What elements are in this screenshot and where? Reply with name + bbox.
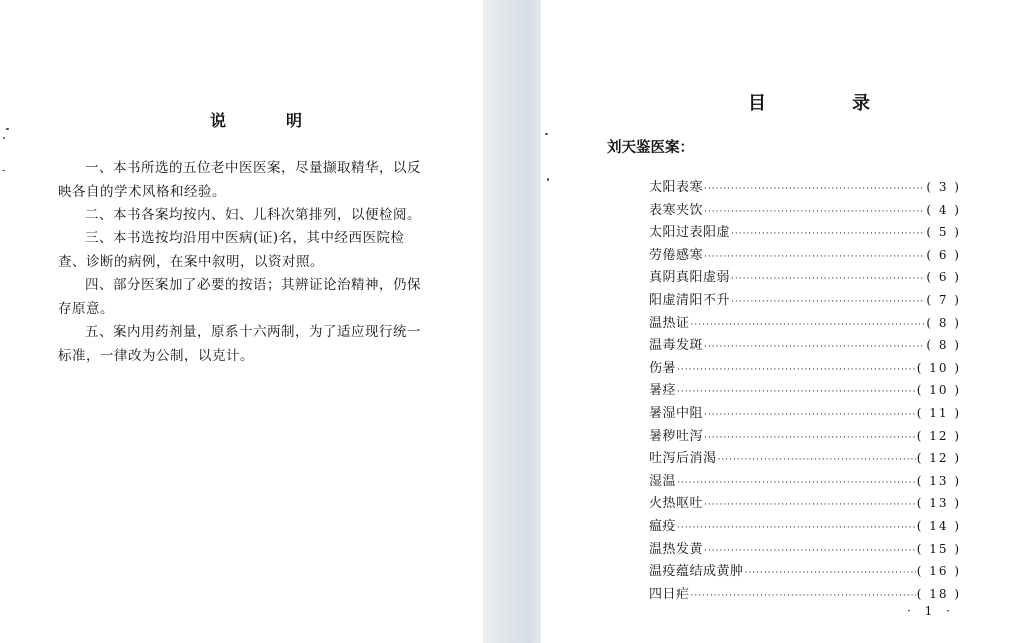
toc-entry-page: ( 12 ) — [916, 451, 961, 466]
toc-entry-title: 太阳过表阳虚 — [649, 225, 731, 241]
toc-entry — [649, 402, 961, 425]
toc-entry-page: ( 4 ) — [926, 202, 961, 217]
scan-speck — [6, 128, 9, 130]
paragraph-1: 一、本书所选的五位老中医医案，尽量撷取精华，以反映各自的学术风格和经验。 — [58, 160, 421, 200]
toc-entry-page: ( 6 ) — [926, 247, 961, 262]
toc-entry-title: 温疫蕴结成黄肿 — [649, 564, 744, 580]
toc-leader-dots — [745, 568, 916, 578]
toc-entry-title: 阳虚清阳不升 — [649, 292, 731, 308]
toc-entry — [649, 379, 961, 402]
book-gutter — [483, 0, 541, 643]
toc-entry — [649, 560, 961, 583]
toc-entry-title: 温热证 — [649, 315, 690, 331]
toc-entry — [649, 583, 961, 606]
toc-list — [649, 176, 961, 605]
toc-leader-dots — [731, 297, 925, 307]
toc-title: 目 录 — [748, 93, 904, 114]
right-page — [541, 0, 1024, 643]
toc-entry — [649, 357, 961, 380]
toc-entry — [649, 266, 961, 289]
toc-entry-page: ( 12 ) — [916, 428, 961, 443]
paragraph-2: 二、本书各案均按内、妇、儿科次第排列，以便检阅。 — [85, 207, 421, 223]
toc-leader-dots — [691, 320, 926, 330]
toc-entry-title: 暑痉 — [649, 383, 677, 399]
toc-entry-title: 表寒夹饮 — [649, 202, 704, 218]
toc-leader-dots — [704, 252, 925, 262]
toc-leader-dots — [704, 207, 925, 217]
toc-entry — [649, 334, 961, 357]
toc-entry-page: ( 8 ) — [926, 338, 961, 353]
toc-entry-page: ( 14 ) — [916, 518, 961, 533]
toc-entry-page: ( 16 ) — [916, 564, 961, 579]
toc-entry-page: ( 8 ) — [926, 315, 961, 330]
toc-entry — [649, 470, 961, 493]
left-page — [0, 0, 483, 643]
toc-entry-title: 湿温 — [649, 473, 677, 489]
toc-entry-title: 太阳表寒 — [649, 180, 704, 195]
toc-entry — [649, 515, 961, 538]
toc-section-heading: 刘天鉴医案： — [607, 140, 694, 156]
toc-entry-title: 四日疟 — [649, 586, 690, 602]
toc-entry — [649, 289, 961, 312]
toc-entry-page: ( 11 ) — [916, 405, 961, 420]
toc-entry-title: 真阴真阳虚弱 — [649, 270, 731, 286]
toc-entry — [649, 538, 961, 561]
toc-entry-page: ( 3 ) — [926, 180, 961, 194]
toc-leader-dots — [677, 478, 916, 488]
toc-leader-dots — [704, 546, 916, 556]
toc-entry — [649, 425, 961, 448]
scan-speck — [2, 170, 5, 171]
toc-entry-page: ( 10 ) — [916, 383, 961, 398]
toc-entry — [649, 176, 961, 199]
toc-entry-page: ( 18 ) — [916, 586, 961, 601]
toc-entry-page: ( 10 ) — [916, 360, 961, 375]
toc-entry — [649, 312, 961, 335]
toc-entry — [649, 244, 961, 267]
toc-entry — [649, 199, 961, 222]
toc-entry — [649, 221, 961, 244]
toc-leader-dots — [731, 229, 925, 239]
toc-leader-dots — [704, 500, 916, 510]
toc-entry — [649, 492, 961, 515]
toc-entry — [649, 447, 961, 470]
toc-entry-page: ( 15 ) — [916, 541, 961, 556]
toc-entry-page: ( 13 ) — [916, 473, 961, 488]
page-number: · 1 · — [907, 604, 955, 618]
toc-entry-page: ( 6 ) — [926, 270, 961, 285]
toc-entry-title: 伤暑 — [649, 360, 677, 376]
toc-leader-dots — [704, 410, 916, 420]
scan-speck — [3, 137, 5, 139]
toc-leader-dots — [704, 342, 925, 352]
toc-entry-title: 温毒发斑 — [649, 338, 704, 354]
page-title: 说 明 — [210, 111, 325, 130]
toc-entry-title: 吐泻后消渴 — [649, 451, 717, 467]
toc-leader-dots — [677, 523, 916, 533]
scan-speck — [545, 133, 548, 135]
toc-leader-dots — [731, 274, 925, 284]
toc-entry-page: ( 5 ) — [926, 225, 961, 240]
toc-entry-title: 暑湿中阻 — [649, 405, 704, 421]
toc-leader-dots — [677, 387, 916, 397]
toc-entry-page: ( 13 ) — [916, 496, 961, 511]
toc-entry-title: 瘟疫 — [649, 518, 677, 534]
toc-entry-page: ( 7 ) — [926, 292, 961, 307]
toc-entry-title: 劳倦感寒 — [649, 247, 704, 263]
toc-entry-title: 火热呕吐 — [649, 496, 704, 512]
toc-entry-title: 暑秽吐泻 — [649, 428, 704, 444]
paragraph-3: 三、本书选按均沿用中医病(证)名，其中经西医院检查、诊断的病例，在案中叙明，以资对照。 — [58, 230, 405, 270]
toc-entry-title: 温热发黄 — [649, 541, 704, 557]
paragraph-4: 四、部分医案加了必要的按语；其辨证论治精神，仍保存原意。 — [58, 277, 421, 317]
toc-leader-dots — [718, 455, 916, 465]
toc-leader-dots — [704, 433, 916, 443]
toc-leader-dots — [691, 591, 916, 601]
paragraph-5: 五、案内用药剂量，原系十六两制，为了适应现行统一标准，一律改为公制，以克计。 — [58, 324, 421, 364]
toc-leader-dots — [677, 365, 916, 375]
scan-speck — [547, 178, 549, 181]
toc-leader-dots — [704, 184, 925, 194]
